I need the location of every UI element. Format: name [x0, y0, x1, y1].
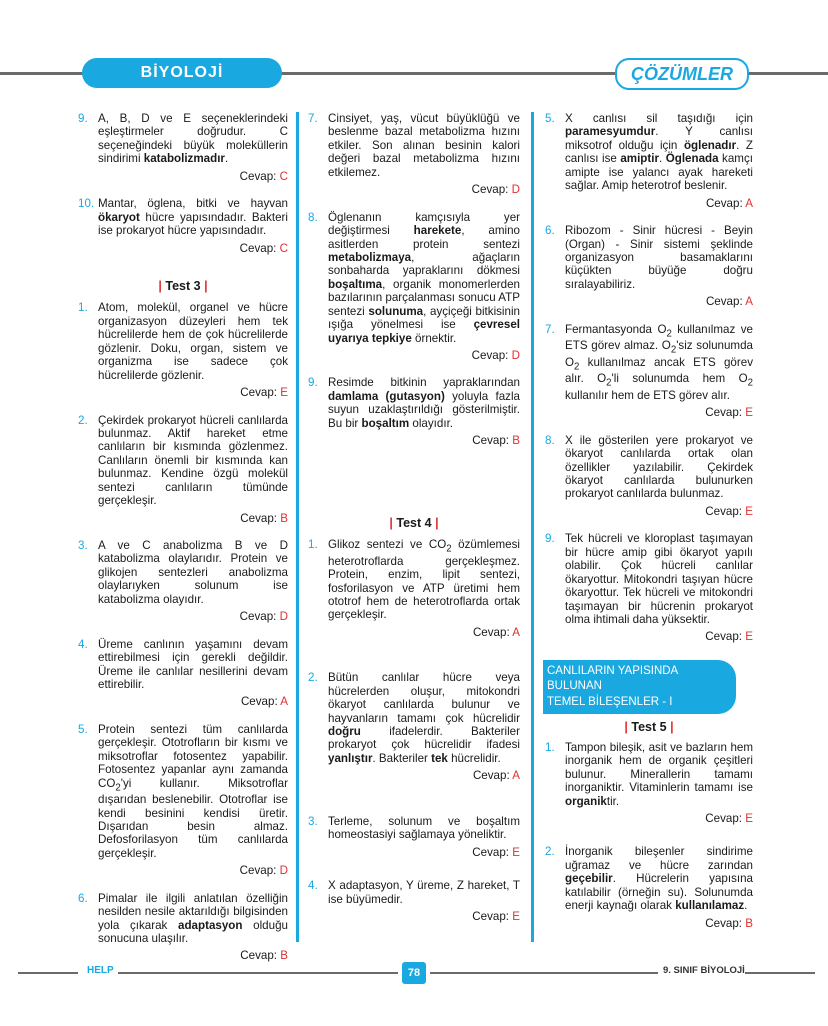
test-4-heading: | Test 4 |: [389, 515, 439, 530]
answer: [308, 626, 520, 639]
bold-run: kullanılamaz: [675, 899, 745, 913]
answer: [78, 610, 288, 623]
section-title-line: TEMEL BİLEŞENLER - I: [547, 695, 673, 708]
question-number: 6.: [545, 224, 555, 238]
text-run: .: [224, 152, 229, 166]
bold-run: amiptir: [620, 152, 659, 166]
text-run: kullanılmaz ve ETS görev almaz. O: [565, 322, 753, 353]
question-number: 9.: [545, 532, 555, 546]
text-run: Fermantasyonda O: [565, 322, 667, 336]
answer: [545, 812, 753, 825]
answer-label: Cevap:: [239, 169, 280, 183]
test-title: Test 5: [631, 720, 667, 735]
answer: [545, 505, 753, 518]
question-text: [98, 112, 288, 166]
text-run: A, B, D ve E seçeneklerindeki eşleştirmeler doğrudur. C seçeneğindeki büyük moleküllerin sindirimi: [98, 112, 288, 166]
answer-label: Cevap:: [472, 434, 513, 448]
question-2: [78, 414, 288, 508]
text-run: örnektir.: [411, 331, 457, 345]
bold-run: Öglenada: [665, 152, 719, 166]
question-number: 10.: [78, 197, 95, 211]
answer-value: D: [511, 349, 520, 362]
answer-value: E: [745, 630, 753, 644]
answer-label: Cevap:: [471, 183, 512, 197]
text-run: Protein sentezi tüm canlılarda gerçekleşir. Ototrofların bir kısmı ve miksotroflar fotosentez yapabilir. Fotosentez yapanlar aynı zamanda CO: [98, 722, 288, 790]
question-text: [565, 741, 753, 808]
text-run: , organik monomerlerden bazılarının parçalanması sonucu ATP sentezi: [328, 277, 520, 318]
answer-value: A: [512, 625, 520, 639]
bold-run: damlama (gutasyon): [328, 389, 445, 403]
answer-label: Cevap:: [240, 695, 281, 709]
question-text: X adaptasyon, Y üreme, Z hareket, T ise büyümedir.: [328, 879, 520, 906]
answer-value: A: [745, 295, 753, 309]
question-3: [308, 815, 520, 842]
answer-label: Cevap:: [240, 949, 281, 963]
answer: [78, 242, 288, 255]
answer-label: Cevap:: [472, 769, 513, 783]
question-1: [545, 741, 753, 808]
text-run: Tampon bileşik, asit ve bazların hem inorganik hem de organik çeşitleri bulunur. Minerallerin tamamı inorganiktir. Vitaminlerin tamamı ise: [565, 740, 753, 795]
bold-run: geçebilir: [565, 872, 613, 886]
text-run: olduğu sonucuna ulaşılır.: [98, 918, 288, 946]
bold-run: tek: [431, 751, 448, 765]
answer-label: Cevap:: [239, 241, 280, 255]
answer-value: E: [512, 845, 520, 859]
question-text: A ve C anabolizma B ve D katabolizma olaylarıdır. Protein ve glikojen sentezleri anabolizma olaylarıyken solunum ise katabolizma olayıdır.: [98, 539, 288, 606]
question-text: [98, 723, 288, 860]
question-number: 7.: [308, 112, 318, 125]
question-5: [545, 112, 753, 193]
bold-run: harekete: [413, 224, 462, 238]
text-run: Öglenanın kamçısıyla yer değiştirmesi: [328, 210, 520, 238]
text-run: özümlemesi heterotroflarda gerçekleşmez. Protein, enzim, lipit sentezi, fosforilasyon ve ATP üretimi hem ototrof hem de heterotroflarda ortak gerçekleşir.: [328, 538, 520, 622]
answer-value: A: [512, 769, 520, 783]
answer-value: E: [745, 812, 753, 826]
question-8: [545, 434, 753, 501]
answer-value: C: [279, 241, 288, 255]
question-1: [308, 538, 520, 622]
text-run: Pimalar ile ilgili anlatılan özelliğin nesilden nesile aktarıldığı bilgisinden yola çıkarak: [98, 891, 288, 932]
question-number: 1.: [545, 740, 555, 754]
answer-value: D: [279, 864, 288, 878]
answer: [545, 406, 753, 419]
text-run: . Bakteriler: [372, 751, 432, 765]
text-run: Bütün canlılar hücre veya hücrelerden oluşur, mitokondri ökaryot canlılarda bulunur ve hayvanların tamamı çok hücrelidir: [328, 671, 520, 725]
text-run: kullanılmaz ancak ETS görev alır. O: [565, 355, 753, 386]
question-number: 5.: [78, 722, 88, 736]
answer-value: E: [280, 386, 288, 400]
answer-value: B: [745, 916, 753, 930]
answer: [78, 864, 288, 877]
answer: [545, 630, 753, 643]
answer-value: D: [511, 183, 520, 197]
answer-value: A: [745, 196, 753, 210]
footer-rule-mid-left: [118, 972, 398, 974]
question-4: [78, 638, 288, 692]
bold-run: adaptasyon: [178, 918, 243, 932]
answer-label: Cevap:: [239, 864, 280, 878]
text-run: hücrelidir.: [447, 751, 501, 765]
question-9: [308, 376, 520, 430]
section-title-line: CANLILARIN YAPISINDA BULUNAN: [547, 664, 678, 693]
question-number: 5.: [545, 112, 555, 125]
subscript: 2: [670, 344, 677, 356]
bold-run: yanlıştır: [328, 751, 373, 765]
answer-value: E: [745, 504, 753, 518]
text-run: tir.: [606, 794, 620, 808]
text-run: 'yi kullanır. Miksotroflar dışarıdan beslenebilir. Ototroflar ise kendi besinini kendisi üretir. Dışarıdan besin almaz. Defosforilasyon tüm canlılarda gerçekleşir.: [98, 776, 288, 860]
text-run: .: [658, 152, 666, 166]
question-text: Çekirdek prokaryot hücreli canlılarda bulunmaz. Aktif hareket etme canlıların bir kısmında gözlenmez. Canlıların önemli bir kısmında kan bulunmaz. Kendine özgü molekül sentezi canlıların tümünde gerçekleşir.: [98, 413, 288, 508]
bold-run: paramesyumdur: [565, 125, 656, 139]
text-run: hücre yapısındadır. Bakteri ise prokaryot hücre yapısındadır.: [98, 210, 288, 238]
answer: [308, 769, 520, 782]
question-2: [308, 671, 520, 765]
question-number: 3.: [78, 539, 88, 552]
answer-label: Cevap:: [705, 504, 746, 518]
solutions-tab: [615, 58, 749, 90]
answer: [78, 512, 288, 525]
test-3-heading: | Test 3 |: [158, 278, 208, 293]
question-9: [78, 112, 288, 166]
question-text: [328, 376, 520, 430]
answer-label: Cevap:: [472, 845, 513, 859]
question-7: [545, 323, 753, 403]
question-number: 6.: [78, 891, 88, 905]
text-run: . Z canlısı ise: [565, 138, 753, 166]
answer: [78, 170, 288, 183]
text-run: Glikoz sentezi ve CO: [328, 538, 447, 552]
text-run: 'li solunumda hem O: [611, 372, 748, 386]
subscript: 2: [574, 361, 580, 373]
bold-run: ökaryot: [98, 210, 140, 224]
subscript: 2: [446, 543, 452, 555]
text-run: X canlısı sil taşıdığı için: [565, 112, 753, 125]
question-10: [78, 197, 288, 237]
bold-run: katabolizmadır: [143, 152, 225, 166]
question-number: 9.: [78, 112, 88, 125]
answer: [308, 910, 520, 923]
answer-value: E: [512, 909, 520, 923]
bold-run: çevresel uyarıya tepkiye: [328, 318, 520, 345]
question-text: X ile gösterilen yere prokaryot ve ökaryot canlılarda ortak olan özellikler yazılabilir. Çekirdek ökaryot canlılarda bulunurken prokaryot canlılarda bulunmaz.: [565, 433, 753, 501]
text-run: .: [744, 899, 748, 913]
question-text: [328, 538, 520, 622]
answer-value: B: [280, 949, 288, 963]
question-number: 4.: [308, 879, 318, 893]
answer: [545, 917, 753, 930]
answer: [78, 949, 288, 962]
bold-run: doğru: [328, 725, 361, 739]
question-number: 2.: [78, 413, 88, 427]
question-text: [565, 845, 753, 912]
answer-label: Cevap:: [471, 349, 512, 362]
question-number: 2.: [308, 671, 318, 685]
question-4: [308, 879, 520, 906]
question-2: [545, 845, 753, 912]
subscript: 2: [606, 377, 612, 389]
question-3: [78, 539, 288, 606]
question-text: [565, 112, 753, 193]
test-title: Test 4: [396, 515, 432, 530]
question-text: [328, 211, 520, 345]
answer: [308, 349, 520, 362]
page-number: [402, 962, 426, 984]
footer-rule-right: [745, 972, 815, 974]
question-text: Cinsiyet, yaş, vücut büyüklüğü ve beslenme bazal metabolizma hızını etkiler. Son alınan besinin kalori değeri bazal metabolizma hızını etkilemez.: [328, 112, 520, 179]
answer: [545, 295, 753, 308]
answer-label: Cevap:: [239, 610, 280, 624]
page-number-text: 78: [407, 967, 421, 979]
solutions-title: ÇÖZÜMLER: [631, 63, 733, 84]
subscript: 2: [666, 328, 672, 339]
question-text: [565, 323, 753, 403]
column-3: [545, 112, 753, 930]
question-6: [545, 224, 753, 291]
question-number: 9.: [308, 376, 318, 390]
question-text: [98, 892, 288, 946]
text-run: , ayçiçeği bitkisinin ışığa yönelmesi ise: [328, 304, 520, 332]
text-run: kullanılır hem de ETS görev alır.: [565, 388, 730, 402]
grade-label: 9. SINIF BİYOLOJİ: [663, 965, 745, 976]
question-text: Üreme canlının yaşamını devam ettirebilmesi için gerekli değildir. Üreme ile canlılar nesillerini devam ettirebilir.: [98, 637, 288, 691]
text-run: , amino asitlerden protein sentezi: [328, 224, 520, 251]
answer: [78, 386, 288, 399]
test-title: Test 3: [165, 278, 201, 293]
answer-value: B: [280, 511, 288, 525]
answer: [78, 695, 288, 708]
footer-rule-mid-right: [430, 972, 658, 974]
question-text: Ribozom - Sinir hücresi - Beyin (Organ) - Sinir sistemi şeklinde organizasyon basamaklarını küçükten büyüğe doğru sıralayabiliriz.: [565, 224, 753, 291]
answer: [308, 434, 520, 447]
question-text: Terleme, solunum ve boşaltım homeostasiyi sağlamaya yöneliktir.: [328, 814, 520, 842]
column-divider-left: [296, 112, 299, 942]
text-run: olayıdır.: [409, 416, 454, 430]
text-run: . Y canlısı miksotrof olduğu için: [565, 125, 753, 152]
answer-value: D: [279, 610, 288, 624]
question-9: [545, 532, 753, 626]
column-divider-right: [531, 112, 534, 942]
question-7: [308, 112, 520, 179]
answer-label: Cevap:: [472, 625, 513, 639]
answer-label: Cevap:: [705, 812, 746, 826]
answer-label: Cevap:: [705, 916, 746, 930]
answer: [308, 183, 520, 196]
bold-run: solunuma: [368, 304, 424, 318]
text-run: . Hücrelerin yapısına katılabilir (örneğin su). Solunumda enerji kaynağı olarak: [565, 872, 753, 913]
column-2: [308, 112, 520, 923]
subscript: 2: [747, 377, 753, 389]
subject-tab: [82, 58, 282, 88]
question-5: [78, 723, 288, 860]
question-text: Atom, molekül, organel ve hücre organizasyon düzeyleri hem tek hücrelilerde hem de çok hücrelilerde gözlenir. Doku, organ, sistem ve organizma ise sadece çok hücrelilerde gözlenir.: [98, 301, 288, 382]
question-number: 8.: [308, 210, 318, 224]
bold-run: boşaltım: [361, 416, 410, 430]
section-banner: [543, 660, 736, 715]
text-run: kamçı amipte ise yalancı ayak hareketi sağlar. Amip heterotrof beslenir.: [565, 152, 753, 193]
question-number: 8.: [545, 433, 555, 447]
subscript: 2: [115, 781, 121, 793]
question-number: 4.: [78, 637, 88, 651]
question-number: 3.: [308, 814, 318, 828]
answer-label: Cevap:: [240, 511, 281, 525]
answer: [308, 846, 520, 859]
bold-run: organik: [565, 794, 607, 808]
question-6: [78, 892, 288, 946]
question-8: [308, 211, 520, 345]
answer-label: Cevap:: [705, 196, 746, 210]
column-1: [78, 112, 288, 963]
question-number: 2.: [545, 845, 555, 859]
question-text: Tek hücreli ve kloroplast taşımayan bir hücre amip gibi ökaryot yapılı olabilir. Çok hücreli canlılar ökaryottur. Mitokondri taşıyan hücre ökaryottur. Tek hücreli ve mitokondri taşımayan bir hücrenin prokaryot olma ihtimali daha yüksektir.: [565, 532, 753, 626]
text-run: , ağaçların sonbaharda yapraklarını dökmesi: [328, 250, 520, 278]
answer-value: B: [512, 434, 520, 448]
question-text: [98, 197, 288, 237]
answer-value: C: [279, 169, 288, 183]
text-run: ifadelerdir. Bakteriler prokaryot çok hücrelidir ifadesi: [328, 725, 520, 752]
answer-label: Cevap:: [472, 909, 513, 923]
bold-run: boşaltıma: [328, 277, 383, 291]
subject-title: BİYOLOJİ: [140, 64, 224, 81]
answer-label: Cevap:: [705, 630, 746, 644]
footer-rule-left: [18, 972, 78, 974]
answer-value: E: [745, 406, 753, 420]
text-run: İnorganik bileşenler sindirime uğramaz ve hücre zarından: [565, 845, 753, 872]
text-run: Resimde bitkinin yapraklarından: [328, 376, 520, 390]
answer: [545, 197, 753, 210]
question-number: 7.: [545, 322, 555, 336]
bold-run: metabolizmaya: [328, 250, 412, 264]
question-number: 1.: [78, 301, 88, 315]
question-text: [328, 671, 520, 765]
question-number: 1.: [308, 538, 318, 552]
answer-value: A: [280, 695, 288, 709]
text-run: 'siz solunumda O: [565, 339, 753, 369]
test-5-heading: | Test 5 |: [624, 720, 674, 735]
bold-run: öglenadır: [683, 138, 737, 152]
answer-label: Cevap:: [705, 406, 746, 420]
question-1: [78, 301, 288, 382]
text-run: Mantar, öglena, bitki ve hayvan: [98, 197, 288, 211]
text-run: yoluyla fazla suyun uzaklaştırıldığı gösterilmiştir. Bu bir: [328, 389, 520, 430]
help-label: HELP: [87, 965, 114, 976]
answer-label: Cevap:: [705, 295, 746, 309]
answer-label: Cevap:: [240, 386, 281, 400]
